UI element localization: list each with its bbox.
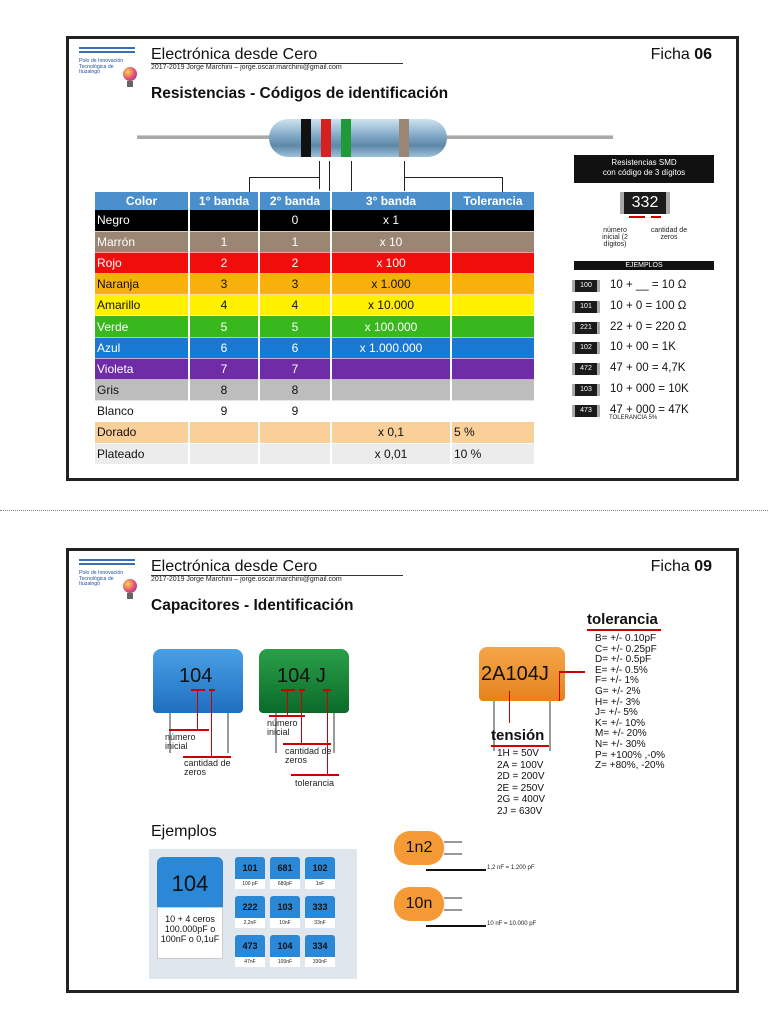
table-cell-b2: 4: [259, 295, 331, 316]
capacitor-green-code: 104 J: [277, 665, 326, 687]
table-cell-color: Rojo: [95, 252, 189, 273]
table-cell-color: Violeta: [95, 358, 189, 379]
table-cell-color: Plateado: [95, 443, 189, 464]
lightbulb-icon: [123, 579, 137, 593]
table-cell-b2: 0: [259, 210, 331, 231]
ejemplos-header: EJEMPLOS: [574, 261, 714, 270]
smd-example-row: [572, 341, 717, 355]
table-row: [95, 358, 535, 379]
smd-title-line1: Resistencias SMD: [611, 158, 677, 167]
ficha-label: Ficha 09: [650, 558, 712, 575]
tolerancia-item: K= +/- 10%: [595, 717, 646, 729]
tolerancia-item: F= +/- 1%: [595, 675, 639, 687]
table-row: [95, 443, 535, 464]
smd-label-zeros: cantidad de zeros: [650, 227, 688, 241]
logo-text: Polo de Innovación Tecnológica de Ituzaingó: [79, 58, 124, 76]
capacitor-blue-code: 104: [179, 665, 213, 687]
mini-capacitor-code: 104: [270, 935, 300, 957]
table-cell-b3: x 0,01: [331, 443, 451, 464]
smd-title-line2: con código de 3 dígitos: [602, 168, 686, 177]
resistor-image: [269, 119, 447, 157]
mini-capacitor-value: 2,2nF: [235, 918, 265, 928]
table-row: [95, 316, 535, 337]
table-cell-tol: [451, 274, 535, 295]
table-cell-b1: 5: [189, 316, 259, 337]
table-cell-b3: x 100.000: [331, 316, 451, 337]
tolerancia-item: G= +/- 2%: [595, 686, 641, 697]
annotation-cantidad-zeros-green: cantidad de zeros: [285, 746, 332, 765]
table-cell-color: Blanco: [95, 401, 189, 422]
table-row: [95, 252, 535, 273]
table-row: [95, 401, 535, 422]
table-cell-tol: [451, 231, 535, 252]
ficha-number: 09: [694, 558, 712, 575]
mini-capacitor-code: 681: [270, 857, 300, 879]
header-title: Electrónica desde Cero: [151, 46, 318, 63]
capacitor-1n2: 1n2: [394, 831, 444, 865]
table-cell-tol: [451, 316, 535, 337]
annotation-numero-inicial: número inicial: [165, 732, 196, 751]
mini-capacitor: [270, 857, 300, 891]
mini-capacitor-code: 333: [305, 896, 335, 918]
table-cell-color: Naranja: [95, 274, 189, 295]
table-cell-b1: 8: [189, 380, 259, 401]
annotation-numero-inicial-green: número inicial: [267, 718, 298, 737]
table-row: [95, 210, 535, 231]
table-cell-b2: 3: [259, 274, 331, 295]
note-10n: 10 nF = 10.000 pF: [487, 921, 537, 927]
mini-capacitor: [235, 857, 265, 891]
tension-item: 1H = 50V: [497, 748, 539, 759]
table-cell-tol: [451, 252, 535, 273]
smd-example-row: [572, 383, 717, 397]
smd-example-chip: 472: [572, 363, 600, 375]
mini-capacitor: [270, 896, 300, 930]
tolerancia-item: J= +/- 5%: [595, 707, 638, 719]
table-cell-b2: 2: [259, 252, 331, 273]
smd-example-row: [572, 321, 717, 335]
table-cell-color: Dorado: [95, 422, 189, 443]
table-cell-b1: [189, 210, 259, 231]
resistor-band-1: [301, 119, 311, 157]
mini-capacitor-value: 47nF: [235, 957, 265, 967]
tolerancia-item: E= +/- 0.5%: [595, 664, 648, 676]
tolerancia-item: C= +/- 0.25pF: [595, 643, 657, 655]
smd-example-chip: 100: [572, 280, 600, 292]
mini-capacitor-value: 330nF: [305, 957, 335, 967]
table-row: [95, 422, 535, 443]
capacitor-orange-code: 2A104J: [481, 663, 549, 685]
tolerancia-item: P= +100% ,-0%: [595, 749, 666, 761]
col-header-band2: 2° banda: [259, 192, 331, 210]
resistor-band-3: [341, 119, 351, 157]
table-cell-color: Marrón: [95, 231, 189, 252]
mini-capacitor-value: 1nF: [305, 879, 335, 889]
header-subtitle: 2017-2019 Jorge Marchini – jorge.oscar.marchini@gmail.com: [151, 64, 342, 71]
table-cell-b3: x 0,1: [331, 422, 451, 443]
smd-example-equation: 10 + 000 = 10K: [610, 383, 689, 395]
table-cell-b2: [259, 422, 331, 443]
smd-example-equation: 10 + 0 = 100 Ω: [610, 299, 687, 312]
annotation-cantidad-zeros: cantidad de zeros: [184, 758, 231, 777]
mini-capacitor: [305, 857, 335, 891]
table-row: [95, 337, 535, 358]
section-title: Capacitores - Identificación: [151, 597, 354, 614]
big-capacitor-desc: 10 + 4 ceros 100.000pF o 100nF o 0,1uF: [157, 907, 223, 959]
smd-example-equation: 47 + 000 = 47K: [610, 403, 689, 416]
table-cell-b1: 2: [189, 252, 259, 273]
ficha-09-card: [66, 548, 739, 993]
table-cell-b3: x 1.000.000: [331, 337, 451, 358]
tolerancia-item: M= +/- 20%: [595, 728, 647, 740]
mini-capacitor-code: 222: [235, 896, 265, 918]
table-cell-b3: x 10.000: [331, 295, 451, 316]
table-cell-b2: 1: [259, 231, 331, 252]
annotation-tolerancia: tolerancia: [295, 778, 335, 788]
smd-label-numero: número inicial (2 dígitos): [602, 227, 628, 248]
table-cell-b1: 7: [189, 358, 259, 379]
header-title: Electrónica desde Cero: [151, 558, 318, 575]
smd-example-chip: 102: [572, 342, 600, 354]
table-cell-color: Verde: [95, 316, 189, 337]
tension-title: tensión: [491, 727, 545, 744]
mini-capacitor: [305, 896, 335, 930]
mini-capacitor-code: 473: [235, 935, 265, 957]
tension-item: 2D = 200V: [497, 771, 545, 782]
page-divider: [0, 510, 768, 511]
tolerancia-item: D= +/- 0.5pF: [595, 654, 652, 666]
smd-example-chip: 221: [572, 322, 600, 334]
lightbulb-icon: [123, 67, 137, 81]
table-cell-b2: 6: [259, 337, 331, 358]
tolerancia-item: N= +/- 30%: [595, 739, 646, 750]
table-cell-color: Amarillo: [95, 295, 189, 316]
table-row: [95, 274, 535, 295]
ficha-06-card: [66, 36, 739, 481]
mini-capacitor-value: 100nF: [270, 957, 300, 967]
table-cell-tol: 10 %: [451, 443, 535, 464]
mini-capacitor: [305, 935, 335, 969]
tolerancia-title: tolerancia: [587, 611, 658, 628]
col-header-tolerance: Tolerancia: [451, 192, 535, 210]
table-cell-b1: [189, 422, 259, 443]
table-cell-b1: 9: [189, 401, 259, 422]
table-cell-b1: 4: [189, 295, 259, 316]
smd-example-row: [572, 362, 717, 376]
table-row: [95, 380, 535, 401]
note-1n2: 1,2 nF = 1.200 pF: [487, 865, 535, 871]
table-row: [95, 295, 535, 316]
table-cell-tol: [451, 210, 535, 231]
tension-item: 2G = 400V: [497, 794, 546, 805]
table-cell-b1: 3: [189, 274, 259, 295]
table-cell-b3: x 1.000: [331, 274, 451, 295]
resistor-band-2: [321, 119, 331, 157]
table-cell-b1: 1: [189, 231, 259, 252]
smd-example-chip: 101: [572, 301, 600, 313]
table-row: [95, 231, 535, 252]
table-cell-b2: 5: [259, 316, 331, 337]
table-cell-b2: 7: [259, 358, 331, 379]
col-header-color: Color: [95, 192, 189, 210]
table-cell-tol: [451, 380, 535, 401]
tolerancia-item: H= +/- 3%: [595, 696, 641, 708]
table-cell-b3: x 10: [331, 231, 451, 252]
color-code-table: [95, 192, 536, 465]
logo-text: Polo de Innovación Tecnológica de Ituzaingó: [79, 570, 124, 588]
mini-capacitor-value: 10nF: [270, 918, 300, 928]
mini-capacitor-code: 334: [305, 935, 335, 957]
mini-capacitor: [235, 896, 265, 930]
tolerance-note: TOLERANCIA 5%: [609, 415, 658, 421]
table-cell-b3: x 1: [331, 210, 451, 231]
table-cell-b1: [189, 443, 259, 464]
table-cell-b3: x 100: [331, 252, 451, 273]
table-cell-color: Negro: [95, 210, 189, 231]
examples-panel: [149, 849, 357, 979]
smd-example-row: [572, 300, 717, 314]
table-cell-color: Gris: [95, 380, 189, 401]
table-cell-color: Azul: [95, 337, 189, 358]
table-cell-tol: [451, 358, 535, 379]
col-header-band1: 1° banda: [189, 192, 259, 210]
table-cell-b1: 6: [189, 337, 259, 358]
mini-capacitor-code: 103: [270, 896, 300, 918]
tension-item: 2E = 250V: [497, 782, 544, 794]
table-cell-b2: 9: [259, 401, 331, 422]
polo-logo: [79, 47, 141, 99]
smd-example-equation: 22 + 0 = 220 Ω: [610, 320, 687, 333]
smd-example-equation: 10 + __ = 10 Ω: [610, 279, 687, 291]
mini-capacitor: [235, 935, 265, 969]
smd-chip: 332: [620, 192, 670, 214]
table-cell-tol: [451, 295, 535, 316]
resistor-band-tolerance: [399, 119, 409, 157]
mini-capacitor-code: 102: [305, 857, 335, 879]
table-cell-tol: [451, 401, 535, 422]
capacitor-10n: 10n: [394, 887, 444, 921]
table-cell-tol: [451, 337, 535, 358]
mini-capacitor-value: 33nF: [305, 918, 335, 928]
table-cell-b3: [331, 401, 451, 422]
header-subtitle: 2017-2019 Jorge Marchini – jorge.oscar.marchini@gmail.com: [151, 576, 342, 583]
table-cell-b3: [331, 380, 451, 401]
ejemplos-title: Ejemplos: [151, 823, 217, 840]
smd-title-box: [574, 155, 714, 183]
mini-capacitor-code: 101: [235, 857, 265, 879]
table-cell-tol: 5 %: [451, 422, 535, 443]
mini-capacitor-value: 100 pF: [235, 879, 265, 889]
tolerancia-item: Z= +80%, -20%: [595, 760, 665, 772]
smd-example-equation: 47 + 00 = 4,7K: [610, 362, 686, 375]
smd-example-chip: 103: [572, 384, 600, 396]
ficha-label: Ficha 06: [650, 46, 712, 63]
table-cell-b3: [331, 358, 451, 379]
smd-example-equation: 10 + 00 = 1K: [610, 341, 676, 354]
tolerancia-item: B= +/- 0.10pF: [595, 633, 657, 644]
smd-example-row: [572, 279, 717, 293]
col-header-band3: 3° banda: [331, 192, 451, 210]
mini-capacitor-value: 680pF: [270, 879, 300, 889]
polo-logo: [79, 559, 141, 611]
smd-example-chip: 473: [572, 405, 600, 417]
table-cell-b2: 8: [259, 380, 331, 401]
ficha-number: 06: [694, 46, 712, 63]
big-capacitor-code: 104: [157, 857, 223, 907]
section-title: Resistencias - Códigos de identificación: [151, 85, 449, 102]
tension-item: 2J = 630V: [497, 805, 543, 817]
tension-item: 2A = 100V: [497, 759, 544, 771]
mini-capacitor: [270, 935, 300, 969]
table-cell-b2: [259, 443, 331, 464]
